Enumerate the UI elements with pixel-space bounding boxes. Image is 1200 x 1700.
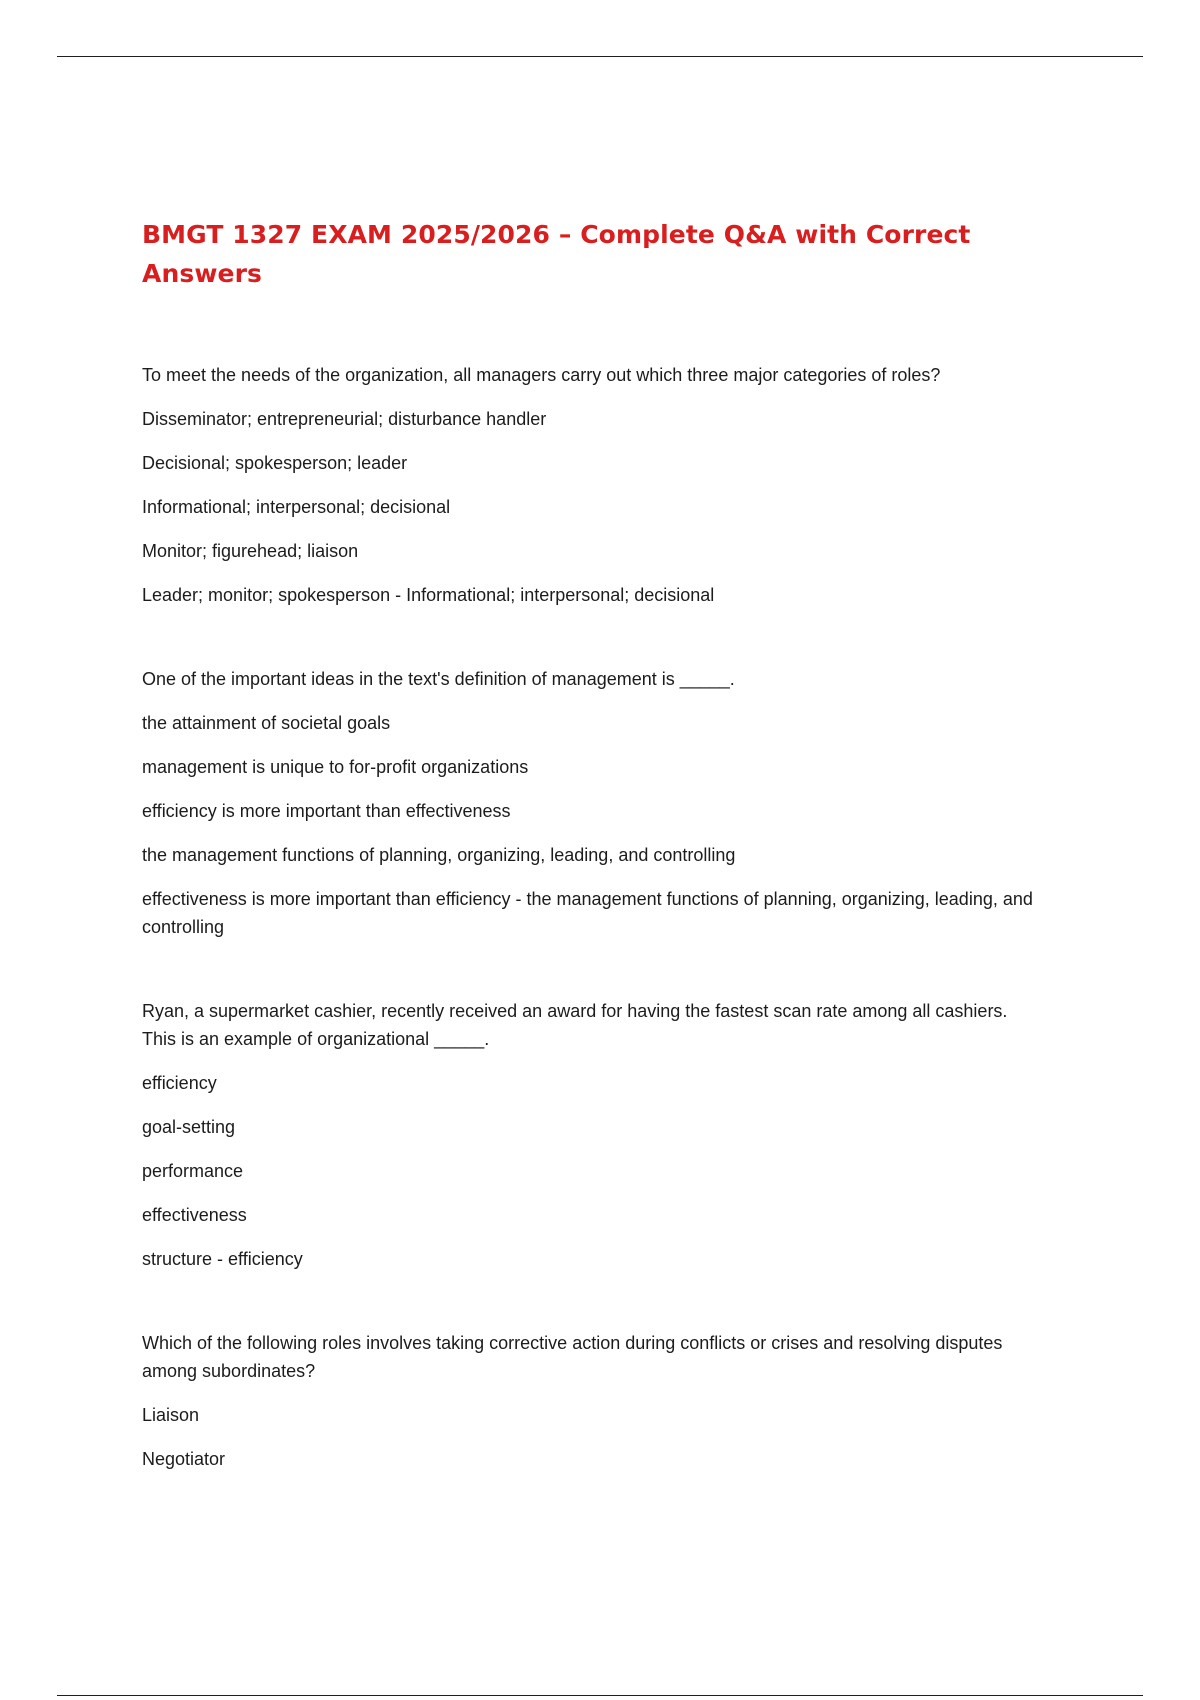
answer-option: Decisional; spokesperson; leader xyxy=(142,453,408,473)
answer-option: Monitor; figurehead; liaison xyxy=(142,541,359,561)
bottom-rule xyxy=(57,1695,1143,1696)
document-body xyxy=(142,215,1042,1529)
question-text: Which of the following roles involves taking corrective action during conflicts or crises and resolving disputes among subordinates? xyxy=(142,1333,1003,1381)
answer-option-with-answer: structure - efficiency xyxy=(142,1249,303,1269)
answer-option: Liaison xyxy=(142,1405,200,1425)
answer-option: goal-setting xyxy=(142,1117,236,1137)
answer-option: Negotiator xyxy=(142,1449,226,1469)
question-text: One of the important ideas in the text's definition of management is _____. xyxy=(142,669,735,689)
question-block-2 xyxy=(142,665,1042,941)
question-block-3 xyxy=(142,997,1042,1273)
answer-option: effectiveness xyxy=(142,1205,247,1225)
answer-option: the attainment of societal goals xyxy=(142,713,391,733)
answer-option: the management functions of planning, organizing, leading, and controlling xyxy=(142,845,736,865)
answer-option: management is unique to for-profit organizations xyxy=(142,757,529,777)
question-block-4 xyxy=(142,1329,1042,1473)
answer-option: performance xyxy=(142,1161,244,1181)
question-text: Ryan, a supermarket cashier, recently received an award for having the fastest scan rate among all cashiers. This is an example of organizational _____. xyxy=(142,1001,1008,1049)
answer-option-with-answer: effectiveness is more important than efficiency - the management functions of planning, organizing, leading, and controlling xyxy=(142,889,1033,937)
answer-option: efficiency is more important than effectiveness xyxy=(142,801,511,821)
top-rule xyxy=(57,56,1143,57)
answer-option: Disseminator; entrepreneurial; disturbance handler xyxy=(142,409,547,429)
answer-option: efficiency xyxy=(142,1073,217,1093)
question-block-1 xyxy=(142,361,1042,609)
answer-option: Informational; interpersonal; decisional xyxy=(142,497,451,517)
document-title: BMGT 1327 EXAM 2025/2026 – Complete Q&A with Correct Answers xyxy=(142,220,971,288)
question-text: To meet the needs of the organization, all managers carry out which three major categories of roles? xyxy=(142,365,941,385)
answer-option-with-answer: Leader; monitor; spokesperson - Informational; interpersonal; decisional xyxy=(142,585,715,605)
